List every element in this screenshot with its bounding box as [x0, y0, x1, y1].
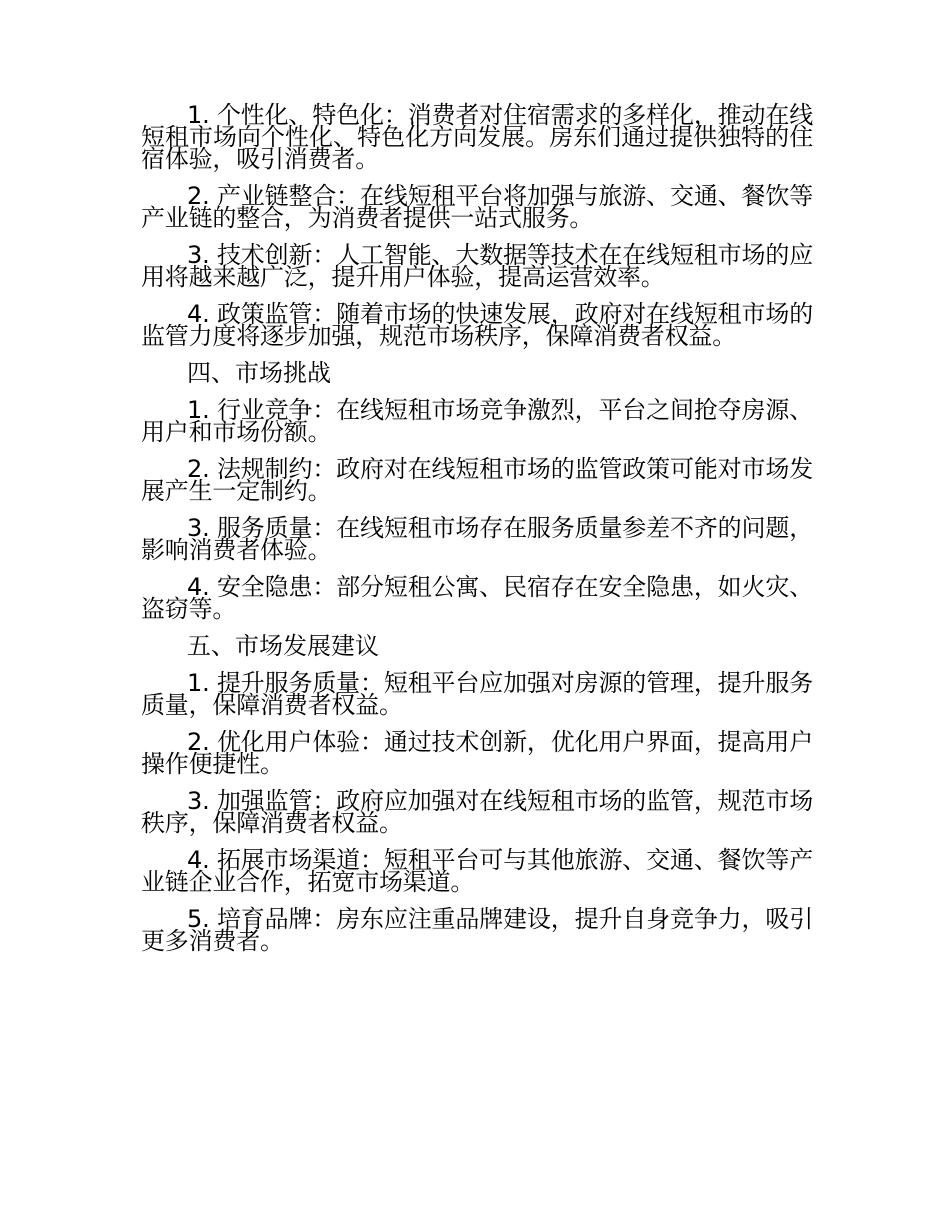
challenge-regulation-paragraph: 2. 法规制约：政府对在线短租市场的监管政策可能对市场发展产生一定制约。	[141, 455, 813, 505]
suggestion-regulation-paragraph: 3. 加强监管：政府应加强对在线短租市场的监管，规范市场秩序，保障消费者权益。	[141, 787, 813, 837]
trend-personalization-paragraph: 1. 个性化、特色化：消费者对住宿需求的多样化，推动在线短租市场向个性化、特色化方向发展。房东们通过提供独特的住宿体验，吸引消费者。	[141, 101, 813, 173]
challenge-service-quality-paragraph: 3. 服务质量：在线短租市场存在服务质量参差不齐的问题，影响消费者体验。	[141, 514, 813, 564]
suggestion-branding-paragraph: 5. 培育品牌：房东应注重品牌建设，提升自身竞争力，吸引更多消费者。	[141, 905, 813, 955]
suggestion-channels-paragraph: 4. 拓展市场渠道：短租平台可与其他旅游、交通、餐饮等产业链企业合作，拓宽市场渠道。	[141, 846, 813, 896]
document-body	[141, 101, 813, 967]
trend-tech-innovation-paragraph: 3. 技术创新：人工智能、大数据等技术在在线短租市场的应用将越来越广泛，提升用户体验，提高运营效率。	[141, 241, 813, 291]
challenge-competition-paragraph: 1. 行业竞争：在线短租市场竞争激烈，平台之间抢夺房源、用户和市场份额。	[141, 396, 813, 446]
suggestion-user-experience-paragraph: 2. 优化用户体验：通过技术创新，优化用户界面，提高用户操作便捷性。	[141, 728, 813, 778]
challenge-safety-paragraph: 4. 安全隐患：部分短租公寓、民宿存在安全隐患，如火灾、盗窃等。	[141, 573, 813, 623]
section-heading-development-suggestions: 五、市场发展建议	[187, 632, 379, 660]
suggestion-service-quality-paragraph: 1. 提升服务质量：短租平台应加强对房源的管理，提升服务质量，保障消费者权益。	[141, 669, 813, 719]
section-heading-market-challenges: 四、市场挑战	[187, 359, 331, 387]
trend-policy-regulation-paragraph: 4. 政策监管：随着市场的快速发展，政府对在线短租市场的监管力度将逐步加强，规范市场秩序，保障消费者权益。	[141, 300, 813, 350]
trend-industry-chain-paragraph: 2. 产业链整合：在线短租平台将加强与旅游、交通、餐饮等产业链的整合，为消费者提供一站式服务。	[141, 182, 813, 232]
